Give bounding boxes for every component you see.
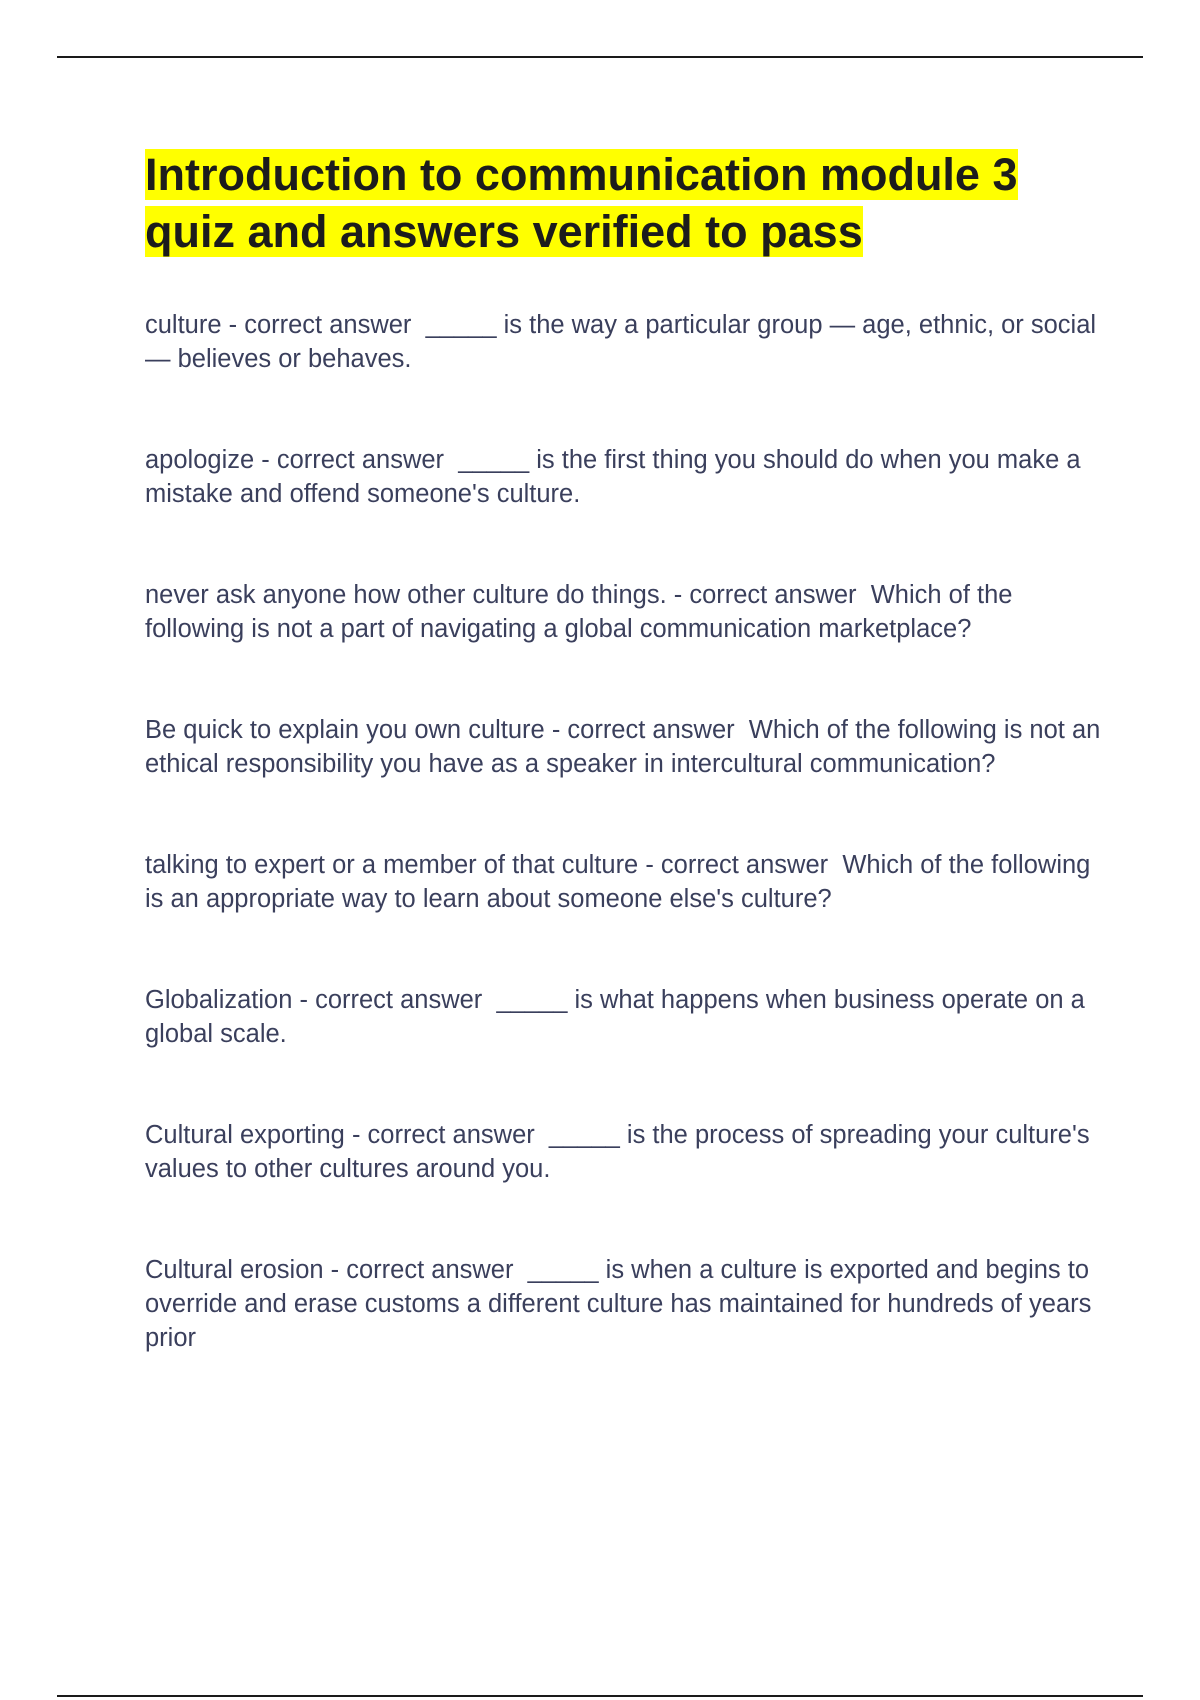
answer-text: Cultural erosion: [145, 1256, 324, 1284]
answer-text: Globalization: [145, 986, 293, 1014]
top-rule: [57, 56, 1143, 58]
bottom-rule: [57, 1695, 1143, 1697]
document-body: [145, 146, 1108, 1422]
document-title: [145, 146, 1105, 260]
correct-answer-label: - correct answer: [292, 986, 497, 1014]
qa-item-6: [145, 983, 1105, 1051]
qa-list: [145, 308, 1108, 1355]
correct-answer-label: - correct answer: [544, 716, 749, 744]
question-text: _____ is the first thing you should do when you make a mistake and offend someone's culture.: [145, 446, 1088, 508]
question-text: _____ is the process of spreading your culture's values to other cultures around you.: [145, 1121, 1097, 1183]
correct-answer-label: - correct answer: [254, 446, 459, 474]
answer-text: culture: [145, 311, 222, 339]
answer-text: Be quick to explain you own culture: [145, 716, 545, 744]
qa-item-5: [145, 848, 1105, 916]
question-text: Which of the following is an appropriate way to learn about someone else's culture?: [145, 851, 1098, 913]
qa-item-7: [145, 1118, 1105, 1186]
question-text: _____ is when a culture is exported and begins to override and erase customs a different culture has maintained for hundreds of years prior: [145, 1256, 1099, 1352]
qa-item-1: [145, 308, 1105, 376]
question-text: Which of the following is not an ethical responsibility you have as a speaker in intercultural communication?: [145, 716, 1108, 778]
answer-text: Cultural exporting: [145, 1121, 345, 1149]
correct-answer-label: - correct answer: [638, 851, 843, 879]
answer-text: never ask anyone how other culture do things.: [145, 581, 667, 609]
question-text: _____ is what happens when business operate on a global scale.: [145, 986, 1092, 1048]
answer-text: apologize: [145, 446, 255, 474]
qa-item-8: [145, 1253, 1105, 1355]
correct-answer-label: - correct answer: [666, 581, 871, 609]
correct-answer-label: - correct answer: [344, 1121, 549, 1149]
qa-item-4: [145, 713, 1108, 781]
correct-answer-label: - correct answer: [221, 311, 426, 339]
question-text: Which of the following is not a part of navigating a global communication marketplace?: [145, 581, 1020, 643]
qa-item-2: [145, 443, 1105, 511]
qa-item-3: [145, 578, 1105, 646]
title-highlight: Introduction to communication module 3 quiz and answers verified to pass: [145, 149, 1018, 257]
answer-text: talking to expert or a member of that culture: [145, 851, 639, 879]
question-text: _____ is the way a particular group — age, ethnic, or social — believes or behaves.: [145, 311, 1104, 373]
correct-answer-label: - correct answer: [323, 1256, 528, 1284]
